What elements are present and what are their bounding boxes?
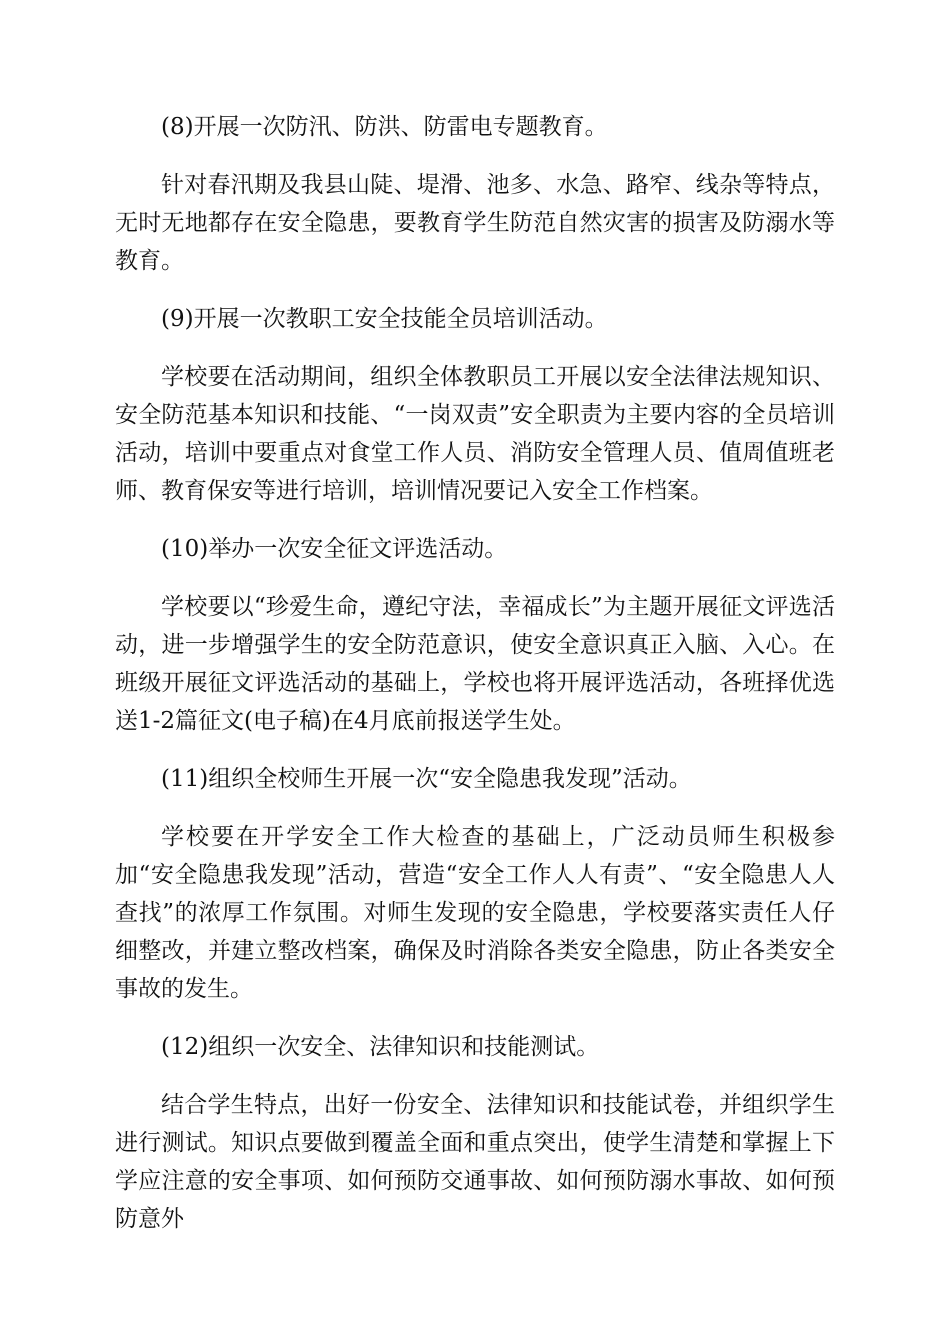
section-heading-12: (12)组织一次安全、法律知识和技能测试。 xyxy=(161,1034,600,1060)
section-body-8: 针对春汛期及我县山陡、堤滑、池多、水急、路窄、线杂等特点，无时无地都存在安全隐患，要教育学生防范自然灾害的损害及防溺水等教育。 xyxy=(115,172,835,274)
section-heading-10: (10)举办一次安全征文评选活动。 xyxy=(161,536,508,562)
section-body-12: 结合学生特点，出好一份安全、法律知识和技能试卷，并组织学生进行测试。知识点要做到覆盖全面和重点突出，使学生清楚和掌握上下学应注意的安全事项、如何预防交通事故、如何预防溺水事故、如何预防意外 xyxy=(115,1092,835,1232)
section-heading-11: (11)组织全校师生开展一次“安全隐患我发现”活动。 xyxy=(161,766,692,792)
section-heading-8: (8)开展一次防汛、防洪、防雷电专题教育。 xyxy=(161,114,608,140)
section-body-11: 学校要在开学安全工作大检查的基础上，广泛动员师生积极参加“安全隐患我发现”活动，营造“安全工作人人有责”、“安全隐患人人查找”的浓厚工作氛围。对师生发现的安全隐患，学校要落实责任人仔细整改，并建立整改档案，确保及时消除各类安全隐患，防止各类安全事故的发生。 xyxy=(115,824,835,1002)
section-body-9: 学校要在活动期间，组织全体教职员工开展以安全法律法规知识、安全防范基本知识和技能、“一岗双责”安全职责为主要内容的全员培训活动，培训中要重点对食堂工作人员、消防安全管理人员、值周值班老师、教育保安等进行培训，培训情况要记入安全工作档案。 xyxy=(115,364,835,504)
section-heading-9: (9)开展一次教职工安全技能全员培训活动。 xyxy=(161,306,608,332)
section-body-10: 学校要以“珍爱生命，遵纪守法，幸福成长”为主题开展征文评选活动，进一步增强学生的安全防范意识，使安全意识真正入脑、入心。在班级开展征文评选活动的基础上，学校也将开展评选活动，各班择优选送1-2篇征文(电子稿)在4月底前报送学生处。 xyxy=(115,594,835,734)
document-body xyxy=(115,108,835,1258)
